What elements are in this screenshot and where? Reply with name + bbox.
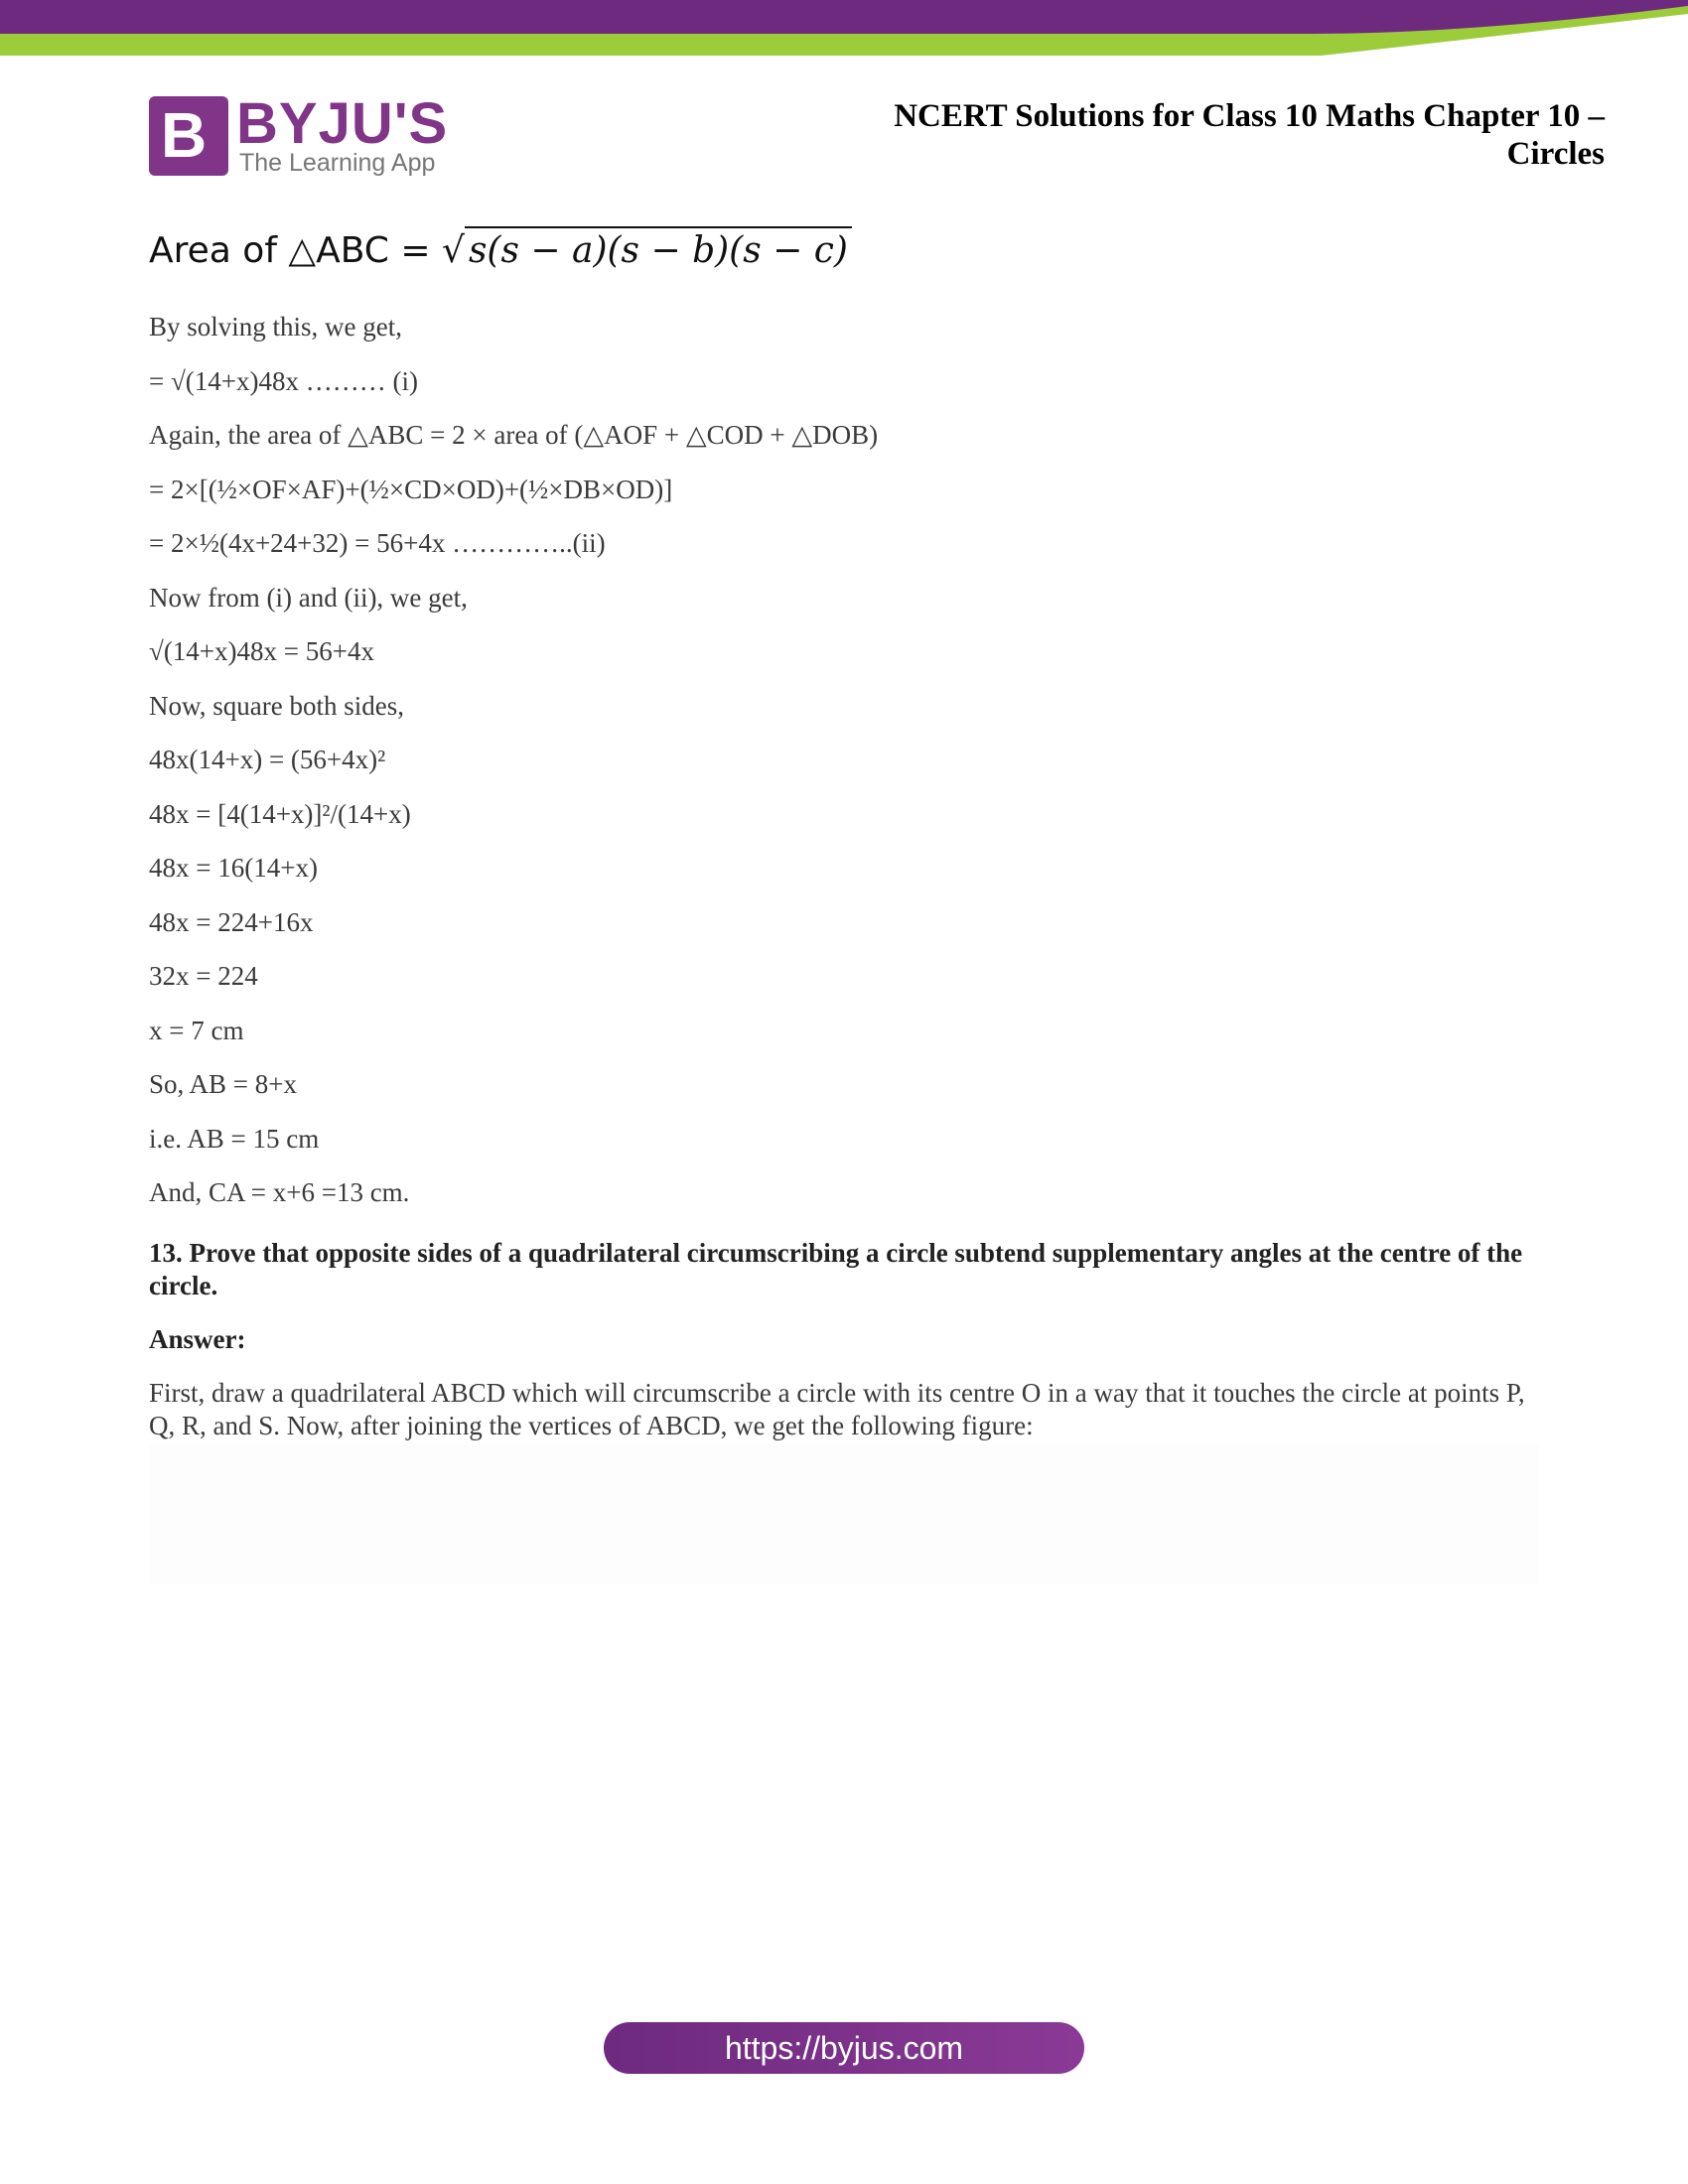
answer-text: First, draw a quadrilateral ABCD which will circumscribe a circle with its centre O in a way that it touches the circle at points P, Q, R, and S. Now, after joining the vertices of ABCD, we get the following figure: xyxy=(149,1378,1525,1440)
solution-line: = 2×[(½×OF×AF)+(½×CD×OD)+(½×DB×OD)] xyxy=(149,474,673,504)
logo-name: BYJU'S xyxy=(236,91,449,156)
formula-label: Area of △ABC = xyxy=(149,230,442,271)
answer-label: Answer: xyxy=(149,1324,246,1354)
sqrt-sign: √ xyxy=(442,230,465,271)
solution-line: x = 7 cm xyxy=(149,1015,244,1045)
footer-url-link[interactable]: https://byjus.com xyxy=(604,2022,1084,2074)
byjus-logo[interactable] xyxy=(149,91,449,180)
solution-line: 32x = 224 xyxy=(149,961,258,991)
page-header-title: NCERT Solutions for Class 10 Maths Chapter 10 – Circles xyxy=(894,98,1605,172)
solution-line: 48x = 16(14+x) xyxy=(149,853,318,883)
solution-line: So, AB = 8+x xyxy=(149,1069,297,1099)
figure-placeholder xyxy=(149,1444,1539,1583)
solution-line: Now from (i) and (ii), we get, xyxy=(149,582,468,613)
solution-line: 48x(14+x) = (56+4x)² xyxy=(149,745,386,774)
top-decorative-bars xyxy=(0,0,1688,60)
solution-line: 48x = 224+16x xyxy=(149,906,314,937)
solution-line: By solving this, we get, xyxy=(149,312,402,341)
heron-formula xyxy=(149,230,852,294)
solution-line: Now, square both sides, xyxy=(149,690,404,721)
formula-radicand: s(s − a)(s − b)(s − c) xyxy=(465,226,852,271)
solution-line: = 2×½(4x+24+32) = 56+4x …………..(ii) xyxy=(149,528,606,558)
solution-line: And, CA = x+6 =13 cm. xyxy=(149,1177,410,1207)
solution-line: i.e. AB = 15 cm xyxy=(149,1123,320,1154)
solution-line: 48x = [4(14+x)]²/(14+x) xyxy=(149,798,411,829)
logo-tagline: The Learning App xyxy=(239,149,436,177)
solution-line: √(14+x)48x = 56+4x xyxy=(149,636,374,666)
logo-b-icon xyxy=(149,96,228,176)
solution-steps xyxy=(149,310,1539,1230)
logo-letter: B xyxy=(161,99,208,171)
solution-line: = √(14+x)48x ……… (i) xyxy=(149,365,418,396)
solution-line: Again, the area of △ABC = 2 × area of (△AOF + △COD + △DOB) xyxy=(149,420,879,450)
question-13: 13. Prove that opposite sides of a quadrilateral circumscribing a circle subtend supplementary angles at the centre of the circle. xyxy=(149,1238,1523,1300)
